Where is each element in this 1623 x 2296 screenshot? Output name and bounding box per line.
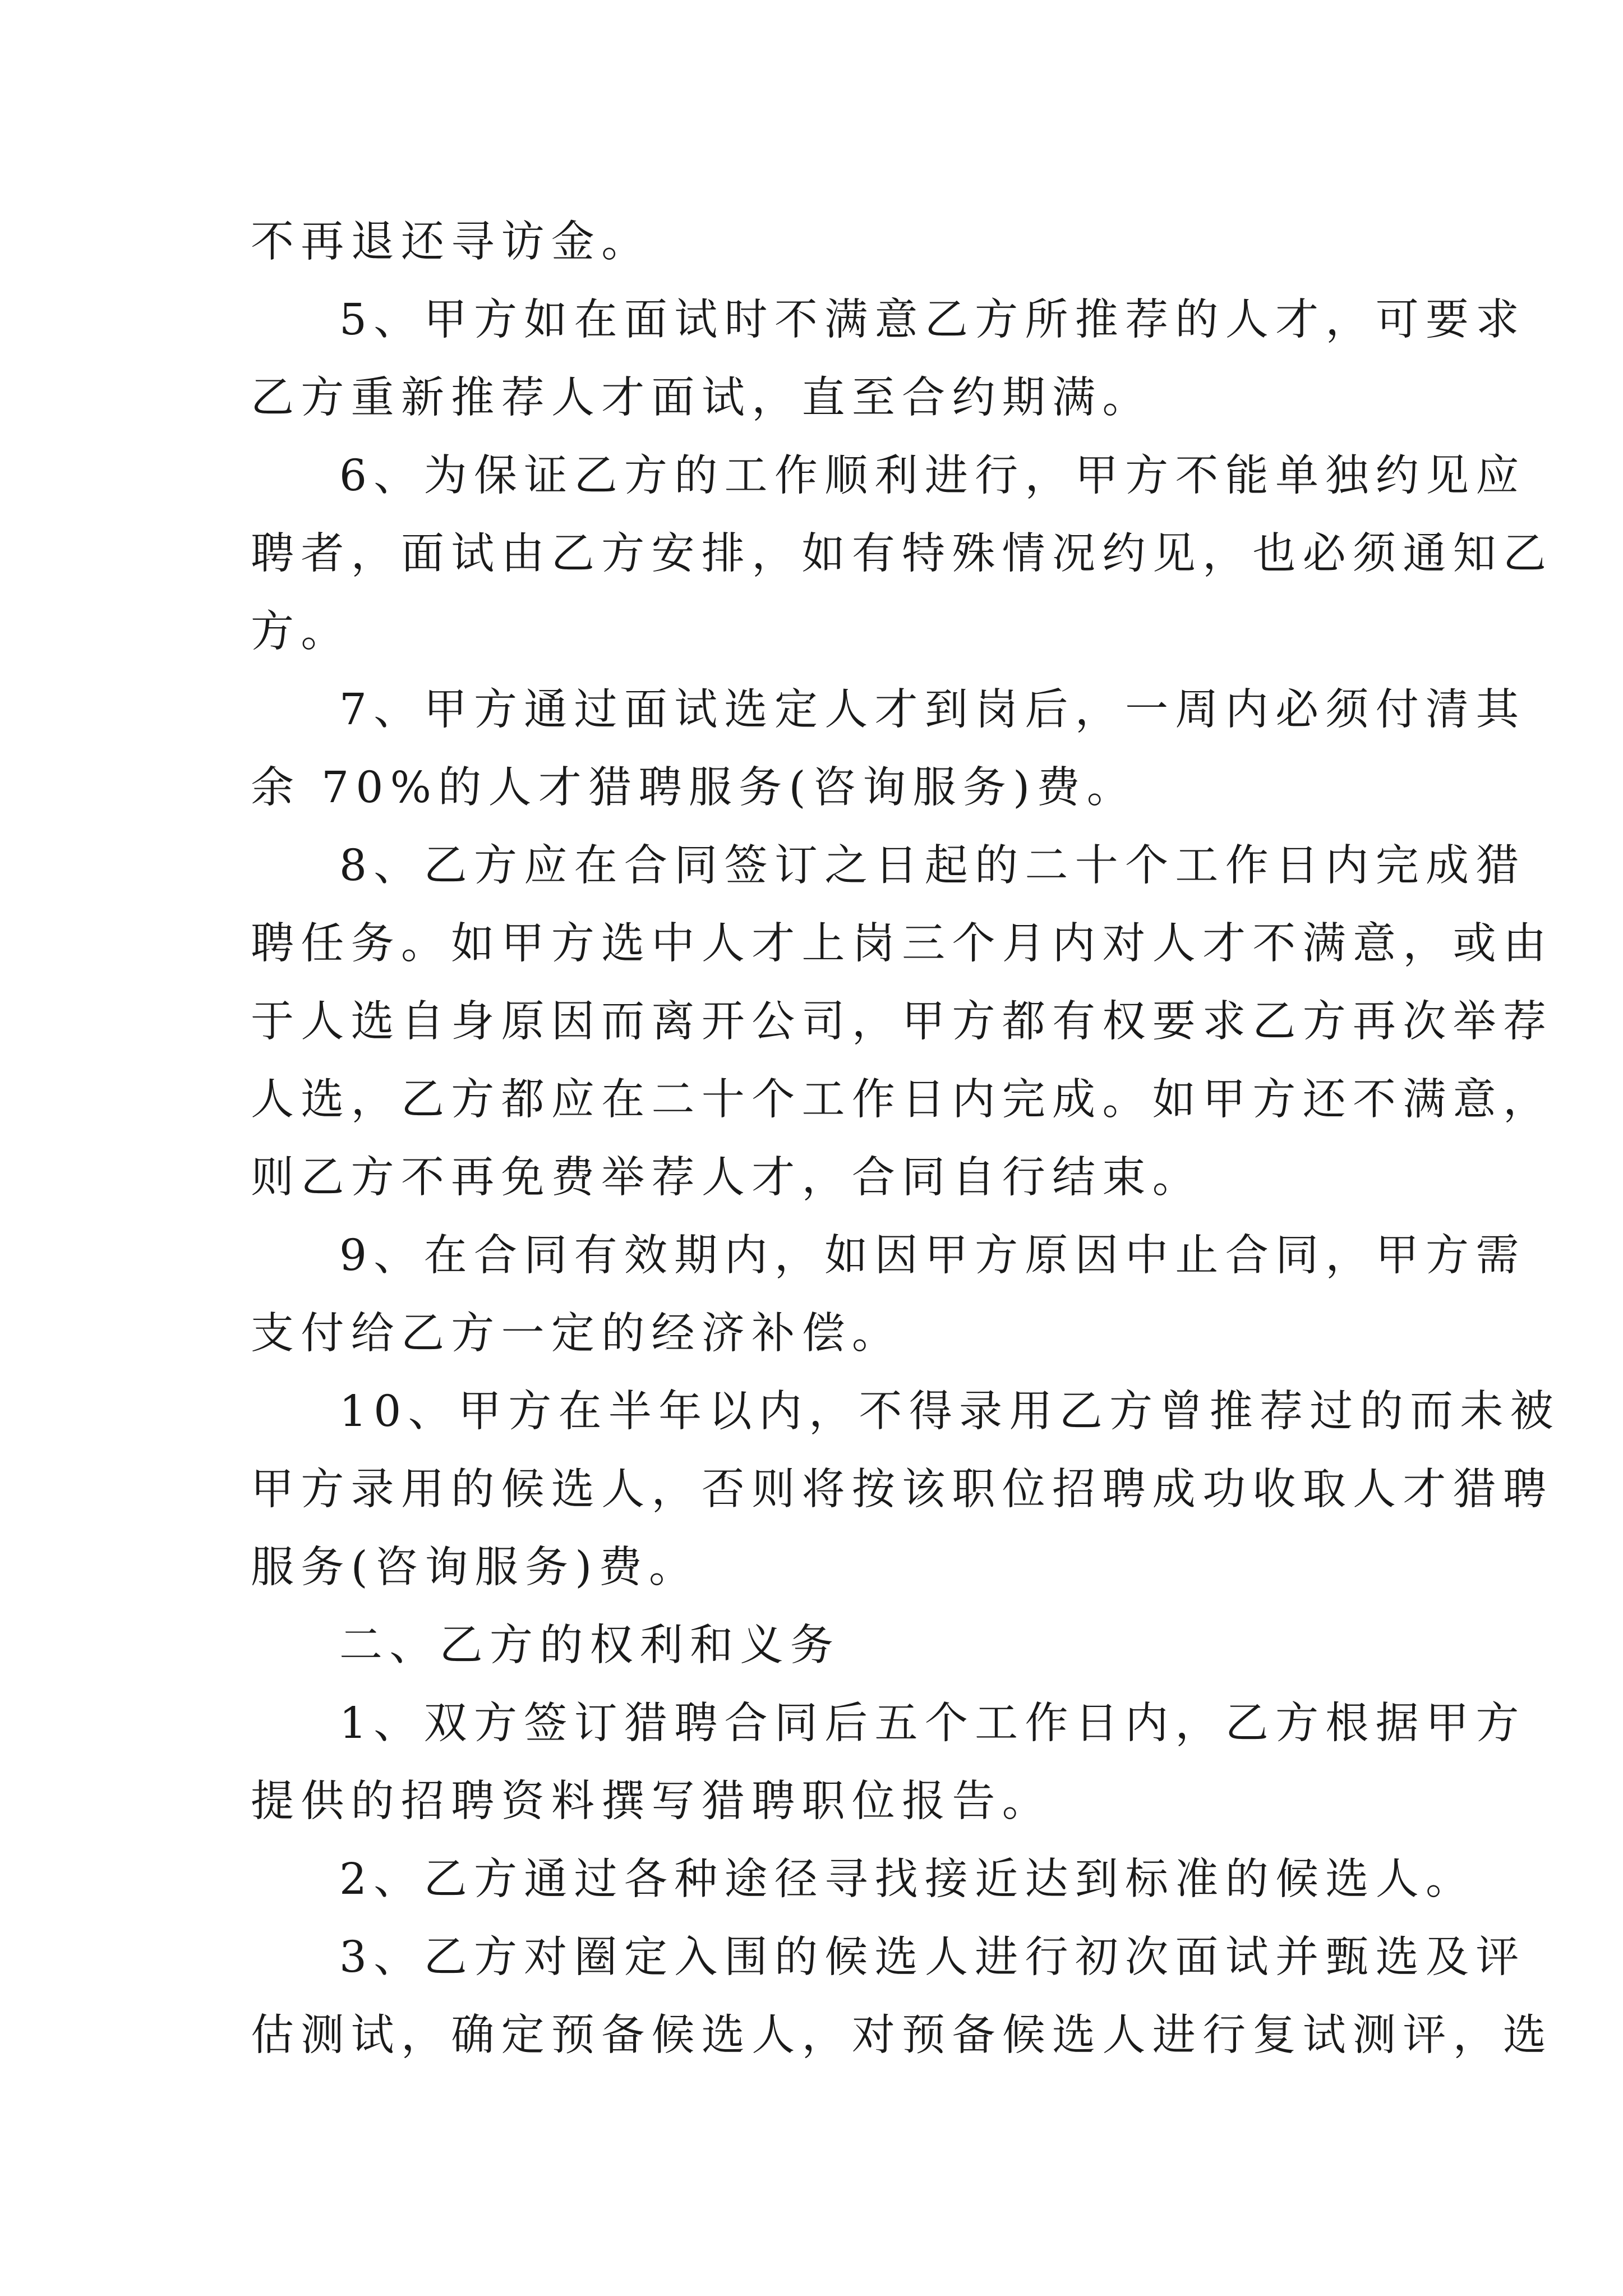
body-line: 人选，乙方都应在二十个工作日内完成。如甲方还不满意， [251,1075,1553,1125]
body-line: 余 70%的人才猎聘服务(咨询服务)费。 [251,763,1137,813]
body-line: 1、双方签订猎聘合同后五个工作日内，乙方根据甲方 [339,1699,1526,1749]
body-line: 则乙方不再免费举荐人才，合同自行结束。 [251,1153,1203,1203]
body-line: 8、乙方应在合同签订之日起的二十个工作日内完成猎 [339,841,1526,891]
body-line: 方。 [251,607,351,657]
body-line: 服务(咨询服务)费。 [251,1543,699,1593]
body-line: 5、甲方如在面试时不满意乙方所推荐的人才，可要求 [339,295,1526,345]
body-line: 10、甲方在半年以内，不得录用乙方曾推荐过的而未被 [339,1387,1560,1437]
body-line: 估测试，确定预备候选人，对预备候选人进行复试测评，选 [251,2010,1553,2060]
body-line: 乙方重新推荐人才面试，直至合约期满。 [251,373,1152,423]
body-line: 不再退还寻访金。 [251,217,652,267]
body-line: 聘任务。如甲方选中人才上岗三个月内对人才不满意，或由 [251,919,1553,969]
body-line: 支付给乙方一定的经济补偿。 [251,1309,902,1359]
body-line: 7、甲方通过面试选定人才到岗后，一周内必须付清其 [339,685,1526,735]
body-line: 甲方录用的候选人，否则将按该职位招聘成功收取人才猎聘 [251,1465,1553,1515]
body-line: 6、为保证乙方的工作顺利进行，甲方不能单独约见应 [339,451,1526,501]
body-line: 提供的招聘资料撰写猎聘职位报告。 [251,1777,1053,1826]
body-line: 于人选自身原因而离开公司，甲方都有权要求乙方再次举荐 [251,997,1553,1047]
body-line: 9、在合同有效期内，如因甲方原因中止合同，甲方需 [339,1231,1526,1281]
body-line: 3、乙方对圈定入围的候选人进行初次面试并甄选及评 [339,1932,1526,1982]
section-heading: 二、乙方的权利和义务 [339,1621,841,1671]
document-body [251,203,1560,2074]
body-line: 聘者，面试由乙方安排，如有特殊情况约见，也必须通知乙 [251,529,1553,579]
body-line: 2、乙方通过各种途径寻找接近达到标准的候选人。 [339,1855,1476,1904]
